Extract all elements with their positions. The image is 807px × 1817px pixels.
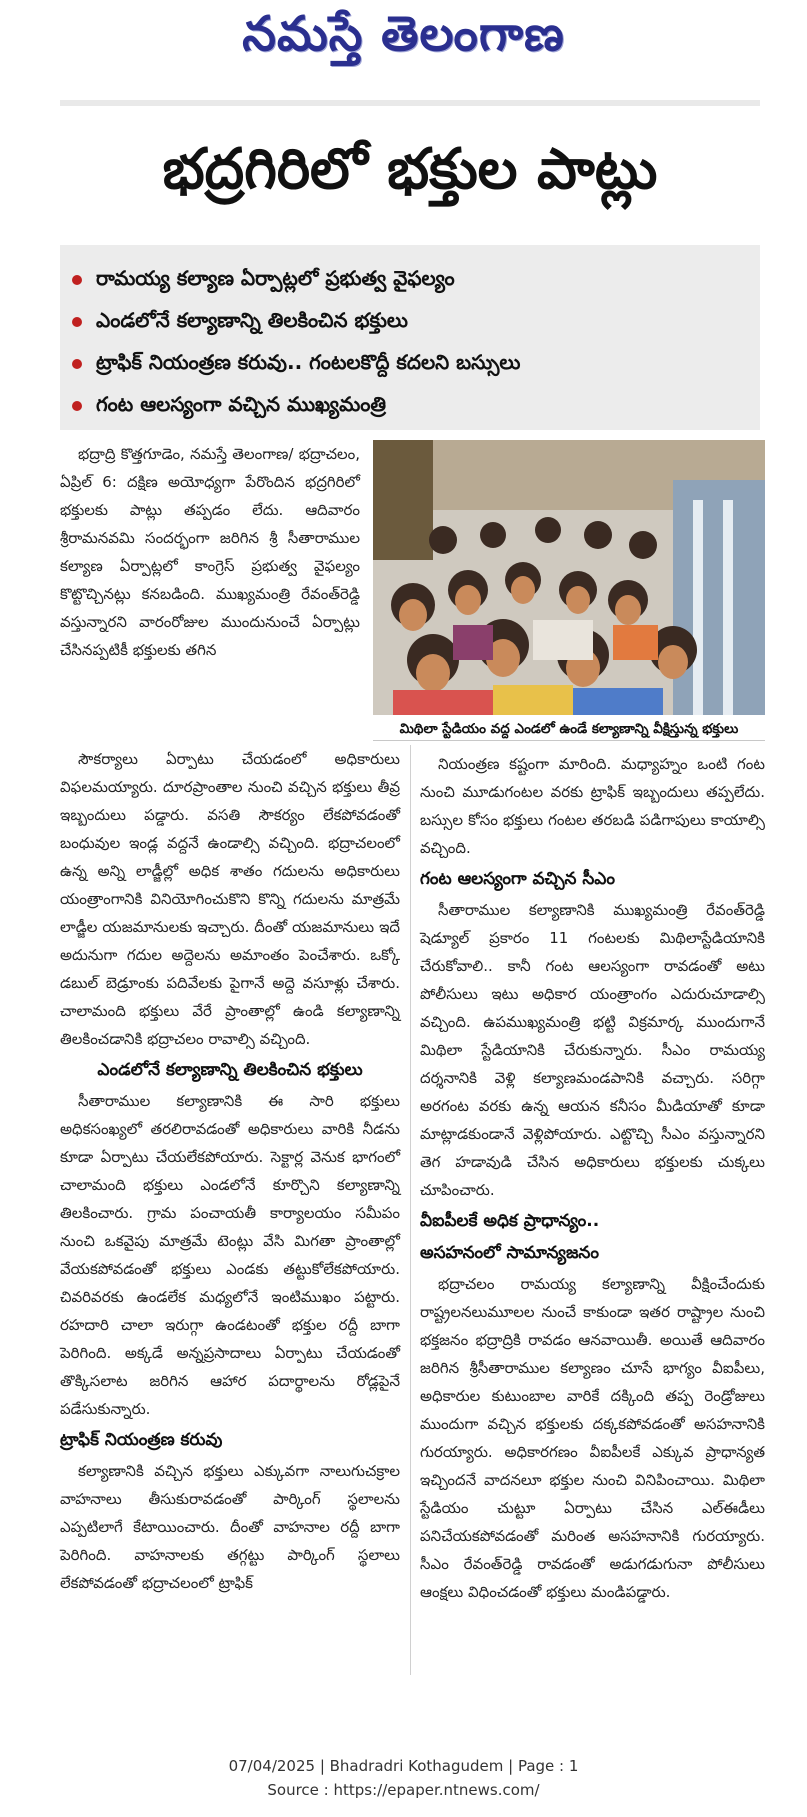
photo-caption: మిథిలా స్టేడియం వద్ద ఎండలో ఉండే కల్యాణాన్ని వీక్షిస్తున్న భక్తులు (373, 718, 765, 741)
subheading: గంట ఆలస్యంగా వచ్చిన సీఎం (420, 869, 615, 889)
article-paragraph: భద్రాద్రి కొత్తగూడెం, నమస్తే తెలంగాణ/ భద్రాచలం, ఏప్రిల్ 6: దక్షిణ అయోధ్యగా పేరొందిన భద్రగిరిలో భక్తులకు పాట్లు తప్పడం లేదు. ఆదివారం శ్రీరామనవమి సందర్భంగా జరిగిన శ్రీ సీతారాముల కల్యాణ ఏర్పాట్లలో కాంగ్రెస్ ప్రభుత్వ వైఫల్యం కొట్టొచ్చినట్లు కనబడింది. ముఖ్యమంత్రి రేవంత్‌రెడ్డి వస్తున్నారని వారంరోజుల ముందునుంచే ఏర్పాట్లు చేసినప్పటికీ భక్తులకు తగిన (60, 445, 360, 659)
footer-date-line: 07/04/2025 | Bhadradri Kothagudem | Page : 1 (228, 1757, 579, 1775)
highlights-box (60, 245, 760, 430)
article-right-column (420, 750, 765, 1606)
subheading: వీఐపీలకే అధిక ప్రాధాన్యం.. (420, 1211, 600, 1231)
article-intro (60, 440, 360, 664)
article-left-column (60, 745, 400, 1597)
masthead-divider (60, 100, 760, 106)
bullet-dot-icon (72, 275, 82, 285)
bullet-dot-icon (72, 359, 82, 369)
article-paragraph: సౌకర్యాలు ఏర్పాటు చేయడంలో అధికారులు విఫలమయ్యారు. దూరప్రాంతాల నుంచి వచ్చిన భక్తులు తీవ్ర ఇబ్బందులు పడ్డారు. వసతి సౌకర్యం లేకపోవడంతో బంధువుల ఇండ్ల వద్దనే ఉండాల్సి వచ్చింది. భద్రాచలంలో ఉన్న అన్ని లాడ్జీల్లో అధిక శాతం గదులను అధికారులు యంత్రాంగానికి వినియోగించుకొని కొన్ని గదులను మాత్రమే లాడ్జీల యజమానులకు ఇచ్చారు. దీంతో యజమానులు ఇదే అదునుగా గదుల అద్దెలను అమాంతం పెంచేశారు. ఒక్కో డబుల్ బెడ్రూంకు పదివేలకు పైగానే అద్దె వసూళ్లు చేశారు. చాలామంది భక్తులు వేరే ప్రాంతాల్లో ఉండి కల్యాణాన్ని తిలకించడానికి భద్రాచలం రావాల్సి వచ్చింది. (60, 750, 400, 1048)
bullet-dot-icon (72, 401, 82, 411)
masthead (0, 6, 807, 74)
masthead-logo: నమస్తే తెలంగాణ (242, 6, 565, 62)
subheading: ట్రాఫిక్ నియంత్రణ కరువు (60, 1430, 223, 1450)
article-paragraph: కల్యాణానికి వచ్చిన భక్తులు ఎక్కువగా నాలుగుచక్రాల వాహనాలు తీసుకురావడంతో పార్కింగ్ స్థలాలను ఎప్పటిలాగే కేటాయించారు. దీంతో వాహనాల రద్దీ బాగా పెరిగింది. వాహనాలకు తగ్గట్టు పార్కింగ్ స్థలాలు లేకపోవడంతో భద్రాచలంలో ట్రాఫిక్ (60, 1462, 400, 1592)
subheading: ఎండలోనే కల్యాణాన్ని తిలకించిన భక్తులు (97, 1060, 363, 1080)
crowd-photo-illustration (373, 440, 765, 715)
article-paragraph: భద్రాచలం రామయ్య కల్యాణాన్ని వీక్షించేందుకు రాష్ట్రలనలుమూలల నుంచే కాకుండా ఇతర రాష్ట్రాల నుంచి భక్తజనం భద్రాద్రికి రావడం ఆనవాయితీ. అయితే ఆదివారం జరిగిన శ్రీసీతారాముల కల్యాణం చూసే భాగ్యం వీఐపీలు, అధికారుల కుటుంబాల వారికే దక్కింది తప్ప రెండ్రోజులు ముందుగా వచ్చిన భక్తులకు దక్కకపోవడంతో అసహనానికి గురయ్యారు. అధికారగణం వీఐపీలకే ఎక్కువ ప్రాధాన్యత ఇచ్చిందనే వాదనలూ భక్తుల నుంచి వినిపించాయి. మిథిలా స్టేడియం చుట్టూ ఏర్పాటు చేసిన ఎల్ఈడీలు పనిచేయకపోవడంతో మరింత అసహనానికి గురయ్యారు. సీఎం రేవంత్‌రెడ్డి రావడంతో అడుగడుగునా పోలీసులు ఆంక్షలు విధించడంతో భక్తులు మండిపడ్డారు. (420, 1275, 765, 1601)
highlight-item: గంట ఆలస్యంగా వచ్చిన ముఖ్యమంత్రి (60, 385, 760, 427)
highlight-item: ట్రాఫిక్ నియంత్రణ కరువు.. గంటలకొద్దీ కదలని బస్సులు (60, 343, 760, 385)
article-paragraph: సీతారాముల కల్యాణానికి ముఖ్యమంత్రి రేవంత్‌రెడ్డి షెడ్యూల్ ప్రకారం 11 గంటలకు మిథిలాస్టేడియానికి చేరుకోవాలి.. కానీ గంట ఆలస్యంగా రావడంతో అటు పోలీసులు ఇటు అధికార యంత్రాంగం ఎదురుచూడాల్సి వచ్చింది. ఉపముఖ్యమంత్రి భట్టి విక్రమార్క ముందుగానే మిథిలా స్టేడియానికి చేరుకున్నారు. సీఎం రామయ్య దర్శనానికి వెళ్లి కల్యాణమండపానికి వచ్చారు. సరిగ్గా అరగంట వరకు ఉన్న ఆయన కనీసం మీడియాతో కూడా మాట్లాడకుండానే వెళ్లిపోయారు. ఎట్టొచ్చి సీఎం వస్తున్నారని తెగ హడావుడి చేసిన అధికారులు భక్తులకు చుక్కలు చూపించారు. (420, 901, 765, 1199)
column-divider (410, 745, 411, 1675)
bullet-dot-icon (72, 317, 82, 327)
article-paragraph: సీతారాముల కల్యాణానికి ఈ సారి భక్తులు అధికసంఖ్యలో తరలిరావడంతో అధికారులు వారికి నీడను కూడా ఏర్పాటు చేయలేకపోయారు. సెక్టార్ల వెనుక భాగంలో చాలామంది భక్తులు ఎండలోనే కూర్చొని కల్యాణాన్ని తిలకించారు. గ్రామ పంచాయతీ కార్యాలయం సమీపం నుంచి ఒకవైపు మాత్రమే టెంట్లు వేసి మిగతా ప్రాంతాల్లో వేయకపోవడంతో భక్తులు ఎండకు తట్టుకోలేకపోయారు. చివరివరకు ఉండలేక మధ్యలోనే ఇంటిముఖం పట్టారు. రహదారి చాలా ఇరుగ్గా ఉండటంతో భక్తుల రద్దీ బాగా పెరిగింది. అక్కడే అన్నప్రసాదాలు ఏర్పాటు చేయడంతో తొక్కిసలాట జరిగిన ఆహార పదార్థాలను రోడ్లపైనే పడేసుకున్నారు. (60, 1092, 400, 1418)
article-paragraph: నియంత్రణ కష్టంగా మారింది. మధ్యాహ్నం ఒంటి గంట నుంచి మూడుగంటల వరకు ట్రాఫిక్ ఇబ్బందులు తప్పలేదు. బస్సుల కోసం భక్తులు గంటల తరబడి పడిగాపులు కాయాల్సి వచ్చింది. (420, 755, 765, 857)
highlight-item: ఎండలోనే కల్యాణాన్ని తిలకించిన భక్తులు (60, 301, 760, 343)
footer-source-line: Source : https://epaper.ntnews.com/ (267, 1781, 540, 1799)
subheading: అసహనంలో సామాన్యజనం (420, 1243, 599, 1263)
headline: భద్రగిరిలో భక్తుల పాట్లు (162, 137, 658, 202)
news-photo (373, 440, 765, 715)
highlight-item: రామయ్య కల్యాణ ఏర్పాట్లలో ప్రభుత్వ వైఫల్యం (60, 259, 760, 301)
